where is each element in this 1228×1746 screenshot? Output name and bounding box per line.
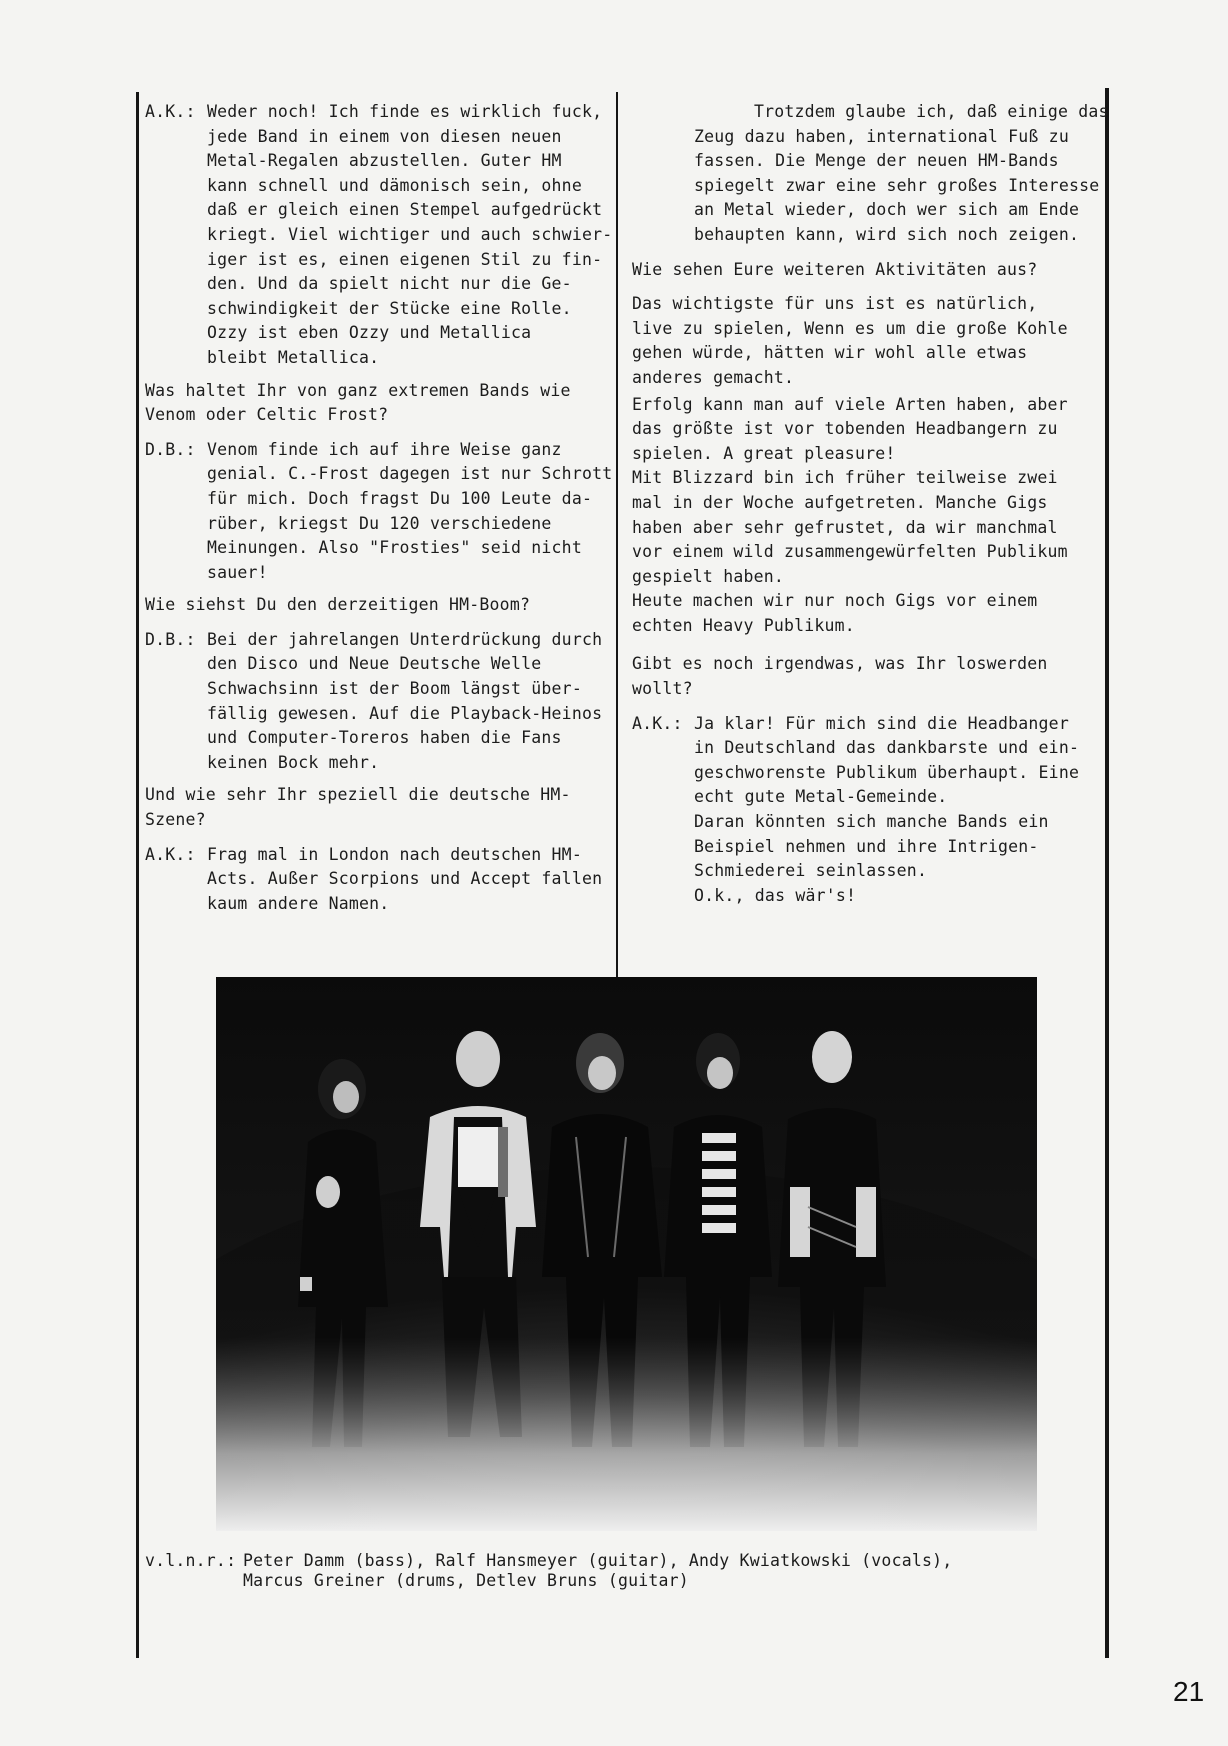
text-line: O.k., das wär's! <box>694 885 857 905</box>
text-line: bleibt Metallica. <box>207 347 380 367</box>
text-line: Was haltet Ihr von ganz extremen Bands wie <box>145 380 571 400</box>
page-number: 21 <box>1173 1676 1205 1707</box>
caption-line-2: Marcus Greiner (drums, Detlev Bruns (guitar) <box>243 1571 689 1590</box>
answer-text <box>207 628 607 776</box>
text-line: Schwachsinn ist der Boom längst über- <box>207 679 582 699</box>
text-line: Zeug dazu haben, international Fuß zu <box>694 126 1069 146</box>
left-column-rule <box>136 92 139 1658</box>
answer-db-2 <box>145 628 607 776</box>
text-line: Venom oder Celtic Frost? <box>145 405 389 425</box>
text-line: Mit Blizzard bin ich früher teilweise zwei <box>632 468 1058 488</box>
text-line: genial. C.-Frost dagegen ist nur Schrott <box>207 464 613 484</box>
text-line: Und wie sehr Ihr speziell die deutsche HM- <box>145 785 571 805</box>
speaker-label: D.B.: <box>145 629 196 649</box>
text-line: anderes gemacht. <box>632 367 795 387</box>
text-line: für mich. Doch fragst Du 100 Leute da- <box>207 488 593 508</box>
answer-continuation <box>632 100 1109 248</box>
left-column <box>145 100 613 924</box>
question-1 <box>145 379 607 428</box>
text-line: Wie siehst Du den derzeitigen HM-Boom? <box>145 595 531 615</box>
question-2 <box>145 593 607 618</box>
text-line: Beispiel nehmen und ihre Intrigen- <box>694 836 1039 856</box>
speaker-label: A.K.: <box>145 102 196 121</box>
text-line: schwindigkeit der Stücke eine Rolle. <box>207 298 572 318</box>
text-line: jede Band in einem von diesen neuen <box>207 126 562 146</box>
text-line: wollt? <box>632 679 693 699</box>
text-line: an Metal wieder, doch wer sich am Ende <box>694 200 1080 220</box>
text-line: Bei der jahrelangen Unterdrückung durch <box>207 629 603 649</box>
answer-activities-2 <box>632 393 1098 639</box>
text-line: Weder noch! Ich finde es wirklich fuck, <box>207 102 603 121</box>
caption-line-1 <box>145 1551 1045 1571</box>
text-line: kaum andere Namen. <box>207 893 390 913</box>
center-column-rule <box>616 92 618 980</box>
text-line: keinen Bock mehr. <box>207 752 380 772</box>
band-photo <box>216 977 1037 1531</box>
text-line: Gibt es noch irgendwas, was Ihr loswerden <box>632 654 1048 674</box>
text-line: rüber, kriegst Du 120 verschiedene <box>207 513 552 533</box>
text-line: Metal-Regalen abzustellen. Guter HM <box>207 151 562 171</box>
answer-activities-1 <box>632 292 1098 390</box>
text-line: in Deutschland das dankbarste und ein- <box>694 738 1080 758</box>
answer-text <box>207 100 612 371</box>
answer-ak-2 <box>145 843 607 917</box>
text-line: sauer! <box>207 562 268 582</box>
text-line: behaupten kann, wird sich noch zeigen. <box>694 224 1080 244</box>
text-line: Wie sehen Eure weiteren Aktivitäten aus? <box>632 259 1038 279</box>
answer-text <box>207 438 612 586</box>
text-line: Schmiederei seinlassen. <box>694 861 928 881</box>
answer-ak-1 <box>145 100 613 371</box>
text-line: iger ist es, einen eigenen Stil zu fin- <box>207 249 603 269</box>
question-5 <box>632 652 1098 701</box>
answer-db-1 <box>145 438 613 586</box>
text-line: Acts. Außer Scorpions und Accept fallen <box>207 869 603 889</box>
text-line: geschworenste Publikum überhaupt. Eine <box>694 762 1080 782</box>
speaker-label: A.K.: <box>145 844 196 864</box>
text-line: Das wichtigste für uns ist es natürlich, <box>632 294 1038 314</box>
photo-caption <box>145 1551 1045 1591</box>
text-line: spiegelt zwar eine sehr großes Interesse <box>694 175 1100 195</box>
text-line: fällig gewesen. Auf die Playback-Heinos <box>207 703 603 723</box>
text-line: den. Und da spielt nicht nur die Ge- <box>207 274 572 294</box>
text-line: Ja klar! Für mich sind die Headbanger <box>694 713 1069 733</box>
right-column-rule <box>1105 88 1109 1658</box>
text-line: daß er gleich einen Stempel aufgedrückt <box>207 200 603 220</box>
question-4 <box>632 258 1098 283</box>
text-line: und Computer-Toreros haben die Fans <box>207 728 562 748</box>
text-line: kriegt. Viel wichtiger und auch schwier- <box>207 224 613 244</box>
question-3 <box>145 783 607 832</box>
text-line: haben aber sehr gefrustet, da wir manchmal <box>632 517 1058 537</box>
text-line: Frag mal in London nach deutschen HM- <box>207 844 582 864</box>
answer-text <box>694 712 1098 909</box>
text-line: kann schnell und dämonisch sein, ohne <box>207 175 582 195</box>
text-line: echt gute Metal-Gemeinde. <box>694 787 948 807</box>
right-column <box>632 100 1109 916</box>
text-line: Ozzy ist eben Ozzy und Metallica <box>207 323 532 343</box>
text-line: gespielt haben. <box>632 566 785 586</box>
text-line: vor einem wild zusammengewürfelten Publikum <box>632 542 1068 562</box>
speaker-label: A.K.: <box>632 713 683 733</box>
caption-text-1: Peter Damm (bass), Ralf Hansmeyer (guitar), Andy Kwiatkowski (vocals), <box>243 1551 953 1570</box>
text-line: Meinungen. Also "Frosties" seid nicht <box>207 538 582 558</box>
text-line: fassen. Die Menge der neuen HM-Bands <box>694 151 1059 171</box>
answer-ak-3 <box>632 712 1098 909</box>
text-line: spielen. A great pleasure! <box>632 443 896 463</box>
text-line: echten Heavy Publikum. <box>632 615 855 635</box>
text-line: Erfolg kann man auf viele Arten haben, aber <box>632 394 1068 414</box>
text-line: Trotzdem glaube ich, daß einige das <box>754 102 1109 121</box>
text-line: das größte ist vor tobenden Headbangern zu <box>632 419 1058 439</box>
text-line: live zu spielen, Wenn es um die große Kohle <box>632 318 1068 338</box>
text-line: Daran könnten sich manche Bands ein <box>694 812 1049 832</box>
text-line: mal in der Woche aufgetreten. Manche Gigs <box>632 492 1048 512</box>
text-line: Heute machen wir nur noch Gigs vor einem <box>632 591 1038 611</box>
text-line: den Disco und Neue Deutsche Welle <box>207 654 542 674</box>
text-line: Venom finde ich auf ihre Weise ganz <box>207 439 562 459</box>
text-line: gehen würde, hätten wir wohl alle etwas <box>632 343 1028 363</box>
speaker-label: D.B.: <box>145 439 196 459</box>
text-line: Szene? <box>145 810 206 830</box>
caption-prefix: v.l.n.r.: <box>145 1551 237 1570</box>
answer-text <box>207 843 607 917</box>
